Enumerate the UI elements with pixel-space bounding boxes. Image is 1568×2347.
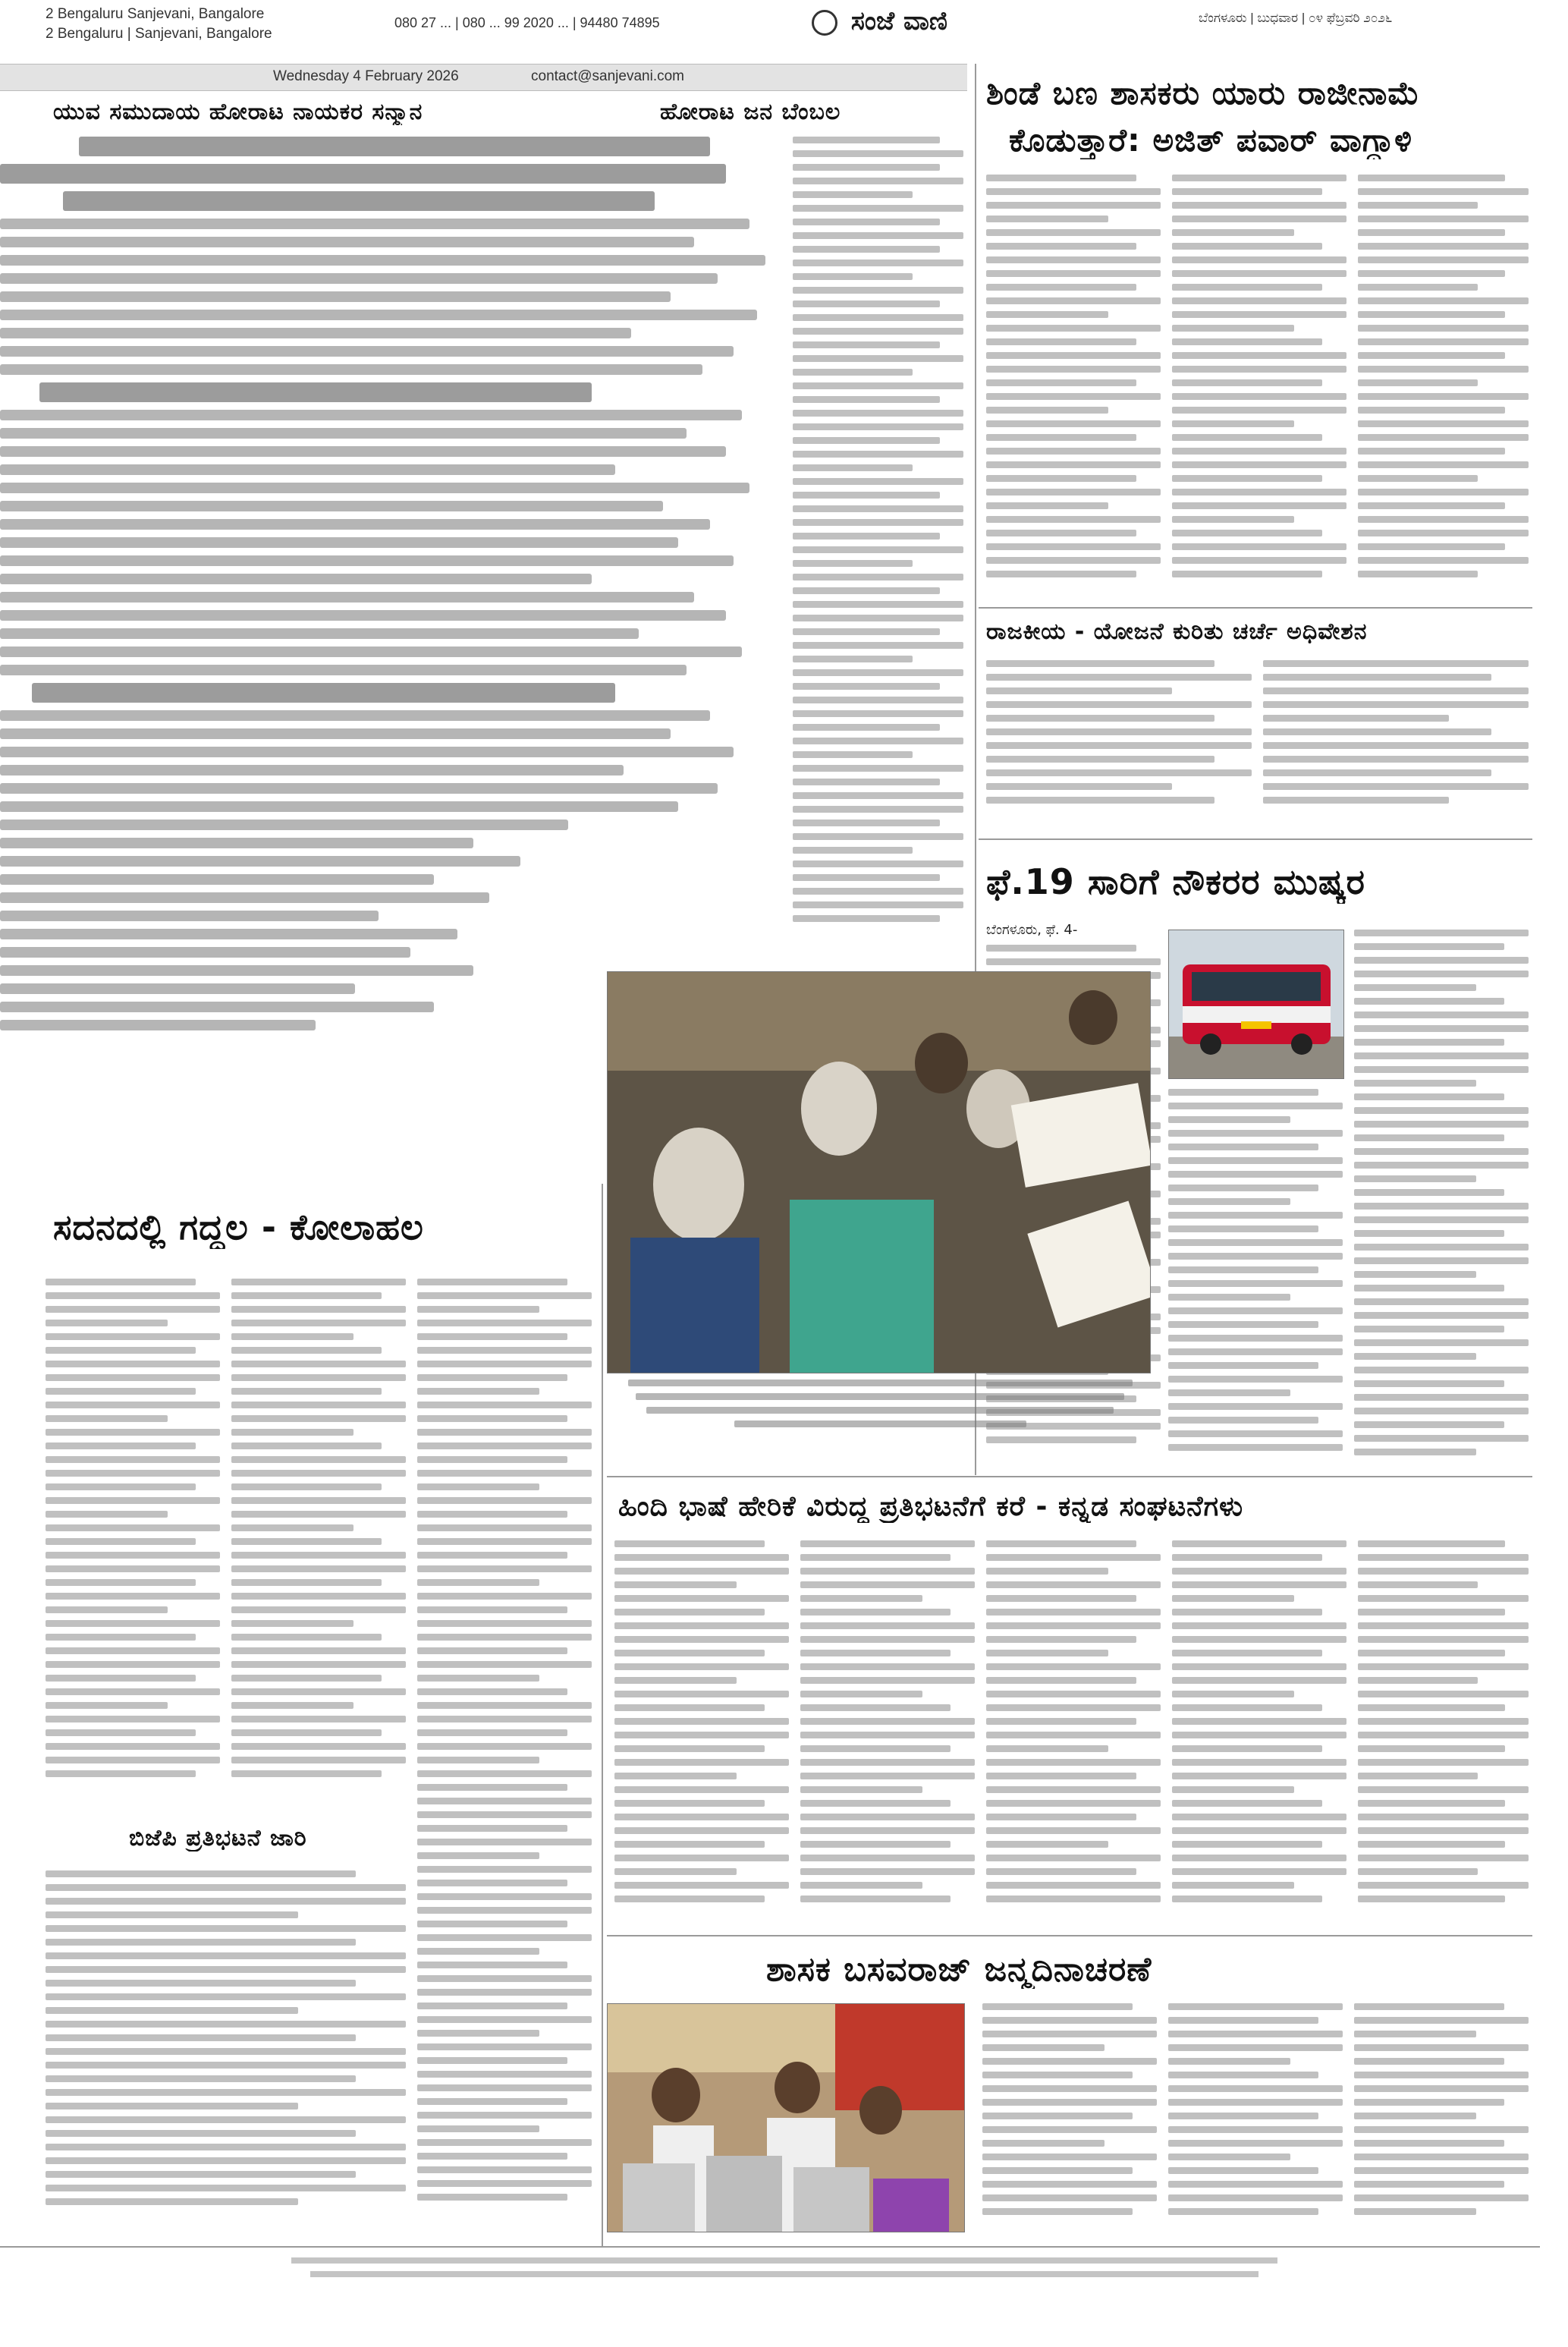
brand-name: ಸಂಜೆ ವಾಣಿ [850,6,947,36]
headline-right-2: ರಾಜಕೀಯ - ಯೋಜನೆ ಕುರಿತು ಚರ್ಚೆ ಅಧಿವೇಶನ [986,618,1368,645]
article-column [614,1540,789,1927]
headline-right-1a: ಶಿಂಡೆ ಬಣ ಶಾಸಕರು ಯಾರು ರಾಜೀನಾಮೆ [986,74,1420,112]
article-column [800,1540,975,1927]
article-column [417,1279,592,2223]
headline-left-small: ಯುವ ಸಮುದಾಯ ಹೋರಾಟ ನಾಯಕರ ಸನ್ಮಾನ [53,99,423,125]
headline-bottom: ಶಾಸಕ ಬಸವರಾಜ್ ಜನ್ಮದಿನಾಚರಣೆ [766,1950,1152,1989]
brand-logo [812,6,947,36]
article-column [231,1279,406,1810]
article-column [46,1279,220,1810]
section-rule [979,607,1532,609]
article-column [1354,2003,1529,2231]
article-column [1358,1540,1529,1927]
protest-photo [607,971,1151,1373]
date-bar [0,64,967,91]
issue-date: Wednesday 4 February 2026 [273,68,459,84]
article-column [1168,1089,1343,1476]
article-column [1354,930,1529,1476]
masthead-phones: 080 27 ... | 080 ... 99 2020 ... | 94480 74895 [394,15,660,30]
section-rule [607,1476,1532,1477]
headline-small-2: ಬಿಜೆಪಿ ಪ್ರತಿಭಟನೆ ಜಾರಿ [129,1825,307,1851]
article-column [1168,2003,1343,2231]
article-column [986,175,1161,599]
brand-logo-icon [812,10,837,36]
bus-illustration [1169,930,1343,1078]
headline-sadan: ಸದನದಲ್ಲಿ ಗದ್ದಲ - ಕೋಲಾಹಲ [53,1207,424,1247]
bus-photo [1168,930,1344,1079]
headline-right-1b: ಕೊಡುತ್ತಾರೆ: ಅಜಿತ್ ಪವಾರ್ ವಾಗ್ದಾಳಿ [1009,121,1413,159]
masthead-line-2: 2 Bengaluru | Sanjevani, Bangalore [46,26,272,42]
dateline-bus: ಬೆಂಗಳೂರು, ಫೆ. 4- [986,922,1078,938]
footer-rule [0,2246,1540,2248]
event-photo [607,2003,965,2232]
article-column [1358,175,1529,599]
section-rule [607,1935,1532,1936]
section-rule [979,838,1532,840]
masthead-line-1: 2 Bengaluru Sanjevani, Bangalore [46,6,265,22]
protest-illustration [608,972,1150,1373]
headline-bus-strike: ಫೆ.19 ಸಾರಿಗೆ ನೌಕರರ ಮುಷ್ಕರ [986,861,1365,902]
headline-mid-small: ಹೋರಾಟ ಜನ ಬೆಂಬಲ [660,99,841,125]
article-column [1172,1540,1346,1927]
article-column [1263,660,1529,831]
article-column [986,1540,1161,1927]
article-column [986,660,1252,831]
contact-email[interactable]: contact@sanjevani.com [531,68,684,84]
protest-photo-caption [614,1380,1145,1471]
column-rule [602,1184,603,2246]
event-illustration [608,2004,964,2232]
article-column [793,137,963,933]
headline-wide: ಹಿಂದಿ ಭಾಷೆ ಹೇರಿಕೆ ವಿರುದ್ಧ ಪ್ರತಿಭಟನೆಗೆ ಕರೆ - ಕನ್ನಡ ಸಂಘಟನೆಗಳು [618,1491,1244,1522]
footer-imprint [0,2257,1568,2285]
article-column [46,1870,406,2227]
article-column [982,2003,1157,2231]
article-column [1172,175,1346,599]
masthead-right: ಬೆಂಗಳೂರು | ಬುಧವಾರ | ೦೪ ಫೆಬ್ರವರಿ ೨೦೨೬ [1199,11,1393,25]
